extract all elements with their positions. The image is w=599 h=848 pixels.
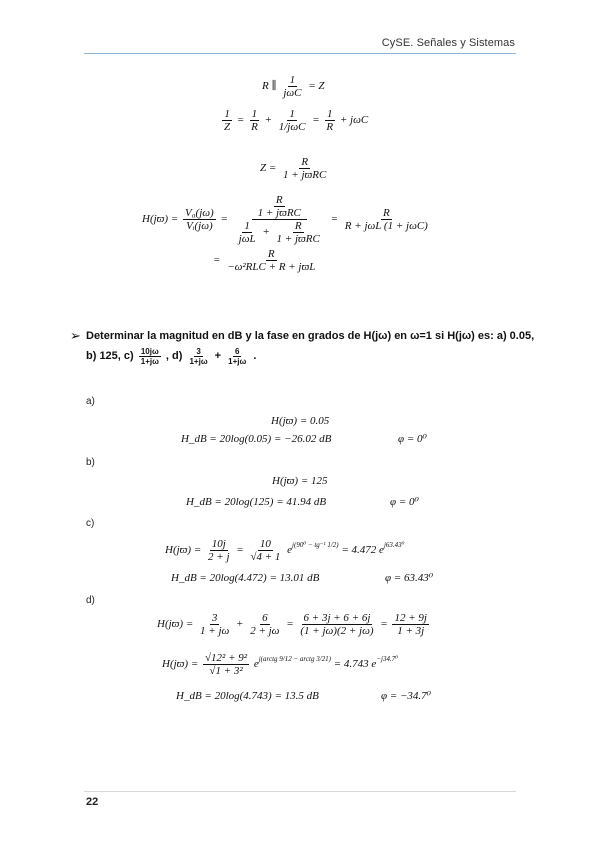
eq-text: + bbox=[262, 226, 270, 239]
numerator: 6 bbox=[262, 612, 268, 624]
denominator: 1 + jϖRC bbox=[257, 207, 301, 219]
fraction bbox=[187, 347, 209, 366]
eq-text: H(jϖ) = bbox=[157, 618, 194, 631]
part-label-b: b) bbox=[86, 457, 95, 468]
eq-text: R ∥ bbox=[262, 80, 277, 93]
equation-c-h bbox=[165, 538, 404, 563]
denominator bbox=[233, 220, 326, 245]
numerator: 1 bbox=[289, 108, 295, 120]
numerator: √12² + 9² bbox=[205, 652, 248, 664]
question-text: , d) bbox=[165, 350, 183, 362]
eq-text: e bbox=[287, 544, 293, 557]
denominator: Vᵢ(jω) bbox=[186, 220, 213, 232]
compound-fraction bbox=[233, 194, 326, 245]
fraction bbox=[343, 207, 430, 232]
fraction bbox=[249, 108, 260, 133]
header-title: CySE. Señales y Sistemas bbox=[381, 37, 515, 49]
eq-text: = bbox=[380, 618, 388, 631]
fraction bbox=[298, 612, 375, 637]
fraction bbox=[225, 248, 317, 273]
question-text: b) 125, c) bbox=[86, 350, 134, 362]
denominator: R bbox=[251, 121, 258, 133]
fraction bbox=[206, 538, 231, 563]
header-rule bbox=[84, 53, 516, 54]
denominator: 1 + jω bbox=[200, 625, 230, 637]
fraction bbox=[222, 108, 232, 133]
exponent: j63.43⁰ bbox=[383, 541, 405, 550]
numerator: V₀(jω) bbox=[185, 207, 214, 219]
part-label-a: a) bbox=[86, 396, 95, 407]
equation-b-phi: φ = 0⁰ bbox=[390, 496, 419, 508]
denominator: jωC bbox=[283, 87, 302, 99]
eq-text: = bbox=[312, 114, 320, 127]
fraction bbox=[281, 156, 328, 181]
question-text: + bbox=[214, 350, 222, 362]
eq-text: = bbox=[236, 544, 244, 557]
fraction bbox=[226, 347, 248, 366]
question-text: . bbox=[253, 350, 257, 362]
page-number: 22 bbox=[86, 796, 99, 808]
denominator: R bbox=[326, 121, 334, 133]
part-label-c: c) bbox=[86, 518, 95, 529]
arrow-bullet-icon: ➢ bbox=[70, 328, 81, 343]
fraction bbox=[203, 652, 249, 677]
exponent: j(90⁰ − tg⁻¹ 1/2) bbox=[292, 541, 339, 550]
numerator: R bbox=[382, 207, 390, 219]
eq-text: = Z bbox=[308, 80, 325, 93]
equation-c-phi: φ = 63.43⁰ bbox=[385, 572, 434, 584]
equation-d-polar bbox=[162, 652, 398, 677]
fraction bbox=[324, 108, 335, 133]
denominator: jωL bbox=[238, 233, 256, 245]
numerator: 1 bbox=[224, 108, 230, 120]
eq-text: = bbox=[286, 618, 294, 631]
denominator: 1 + jϖRC bbox=[283, 169, 327, 181]
numerator: 1 bbox=[327, 108, 333, 120]
numerator: 3 bbox=[211, 612, 218, 624]
equation-b-h: H(jϖ) = 125 bbox=[272, 475, 328, 487]
equation-impedance bbox=[260, 156, 330, 181]
equation-a-h: H(jϖ) = 0.05 bbox=[271, 415, 330, 427]
numerator: 6 bbox=[234, 346, 240, 356]
question-line-1: Determinar la magnitud en dB y la fase en grados de H(jω) en ω=1 si H(jω) es: a) 0.05, bbox=[86, 330, 535, 342]
denominator: 1/jωC bbox=[278, 121, 306, 133]
eq-text: = bbox=[236, 114, 245, 127]
numerator: 3 bbox=[196, 346, 201, 356]
footer-rule bbox=[84, 791, 516, 792]
equation-transfer-simplified bbox=[213, 248, 319, 273]
fraction bbox=[277, 108, 308, 133]
numerator: 12 + 9j bbox=[394, 612, 427, 624]
denominator: 1+jω bbox=[228, 356, 247, 366]
numerator: 1 bbox=[251, 108, 258, 120]
equation-admittance bbox=[220, 108, 368, 133]
denominator: Z bbox=[224, 121, 231, 133]
fraction bbox=[237, 220, 258, 245]
question-line-2 bbox=[86, 346, 256, 366]
fraction bbox=[392, 612, 428, 637]
exponent: −j34.7⁰ bbox=[376, 655, 399, 664]
equation-transfer bbox=[142, 194, 432, 245]
numerator: 10j bbox=[211, 538, 226, 550]
denominator: (1 + jω)(2 + jω) bbox=[300, 625, 374, 637]
equation-b-hdb: H_dB = 20log(125) = 41.94 dB bbox=[186, 496, 327, 508]
eq-text: e bbox=[253, 658, 259, 671]
denominator: 1 + 3j bbox=[397, 625, 425, 637]
denominator: √4 + 1 bbox=[250, 551, 281, 563]
numerator: 1 bbox=[244, 220, 250, 232]
denominator: 1+jω bbox=[140, 356, 159, 366]
fraction bbox=[248, 538, 282, 563]
equation-c-hdb: H_dB = 20log(4.472) = 13.01 dB bbox=[171, 572, 320, 584]
numerator: R bbox=[267, 248, 275, 260]
eq-text: H(jϖ) = bbox=[165, 544, 202, 557]
fraction bbox=[183, 207, 216, 232]
numerator bbox=[252, 194, 307, 220]
fraction bbox=[198, 612, 231, 637]
fraction bbox=[275, 220, 322, 245]
eq-text: + bbox=[264, 114, 272, 127]
numerator: R bbox=[301, 156, 309, 168]
denominator: R + jωL (1 + jωC) bbox=[344, 220, 428, 232]
equation-a-hdb: H_dB = 20log(0.05) = −26.02 dB bbox=[181, 433, 332, 445]
exponent: j(arctg 9/12 − arctg 3/21) bbox=[258, 655, 331, 664]
fraction bbox=[281, 74, 303, 99]
eq-text: = 4.743 e bbox=[333, 658, 377, 671]
numerator: 10jω bbox=[140, 346, 159, 356]
denominator: 1+jω bbox=[189, 356, 208, 366]
fraction bbox=[256, 194, 303, 219]
eq-text: + bbox=[236, 618, 244, 631]
eq-text: = bbox=[220, 213, 228, 226]
equation-d-phi: φ = −34.7⁰ bbox=[381, 690, 432, 702]
denominator: √1 + 3² bbox=[209, 665, 243, 677]
eq-text: = bbox=[213, 254, 221, 267]
eq-text: = 4.472 e bbox=[341, 544, 384, 557]
equation-parallel bbox=[262, 74, 325, 99]
eq-text: + jωC bbox=[339, 114, 369, 127]
eq-text: Z = bbox=[260, 162, 277, 175]
denominator: 2 + jω bbox=[250, 625, 280, 637]
denominator: −ω²RLC + R + jϖL bbox=[227, 261, 316, 273]
denominator: 1 + jϖRC bbox=[276, 233, 320, 245]
numerator: R bbox=[275, 194, 283, 206]
eq-text: H(jϖ) = bbox=[142, 213, 179, 226]
fraction bbox=[248, 612, 281, 637]
numerator: R bbox=[294, 220, 302, 232]
eq-text: H(jϖ) = bbox=[162, 658, 199, 671]
numerator: 10 bbox=[259, 538, 271, 550]
denominator: 2 + j bbox=[208, 551, 230, 563]
equation-d-hdb: H_dB = 20log(4.743) = 13.5 dB bbox=[176, 690, 319, 702]
numerator: 6 + 3j + 6 + 6j bbox=[303, 612, 371, 624]
fraction bbox=[139, 347, 161, 366]
equation-a-phi: φ = 0⁰ bbox=[398, 433, 427, 445]
eq-text: = bbox=[330, 213, 339, 226]
equation-d-h bbox=[157, 612, 431, 637]
part-label-d: d) bbox=[86, 595, 95, 606]
numerator: 1 bbox=[289, 74, 296, 86]
